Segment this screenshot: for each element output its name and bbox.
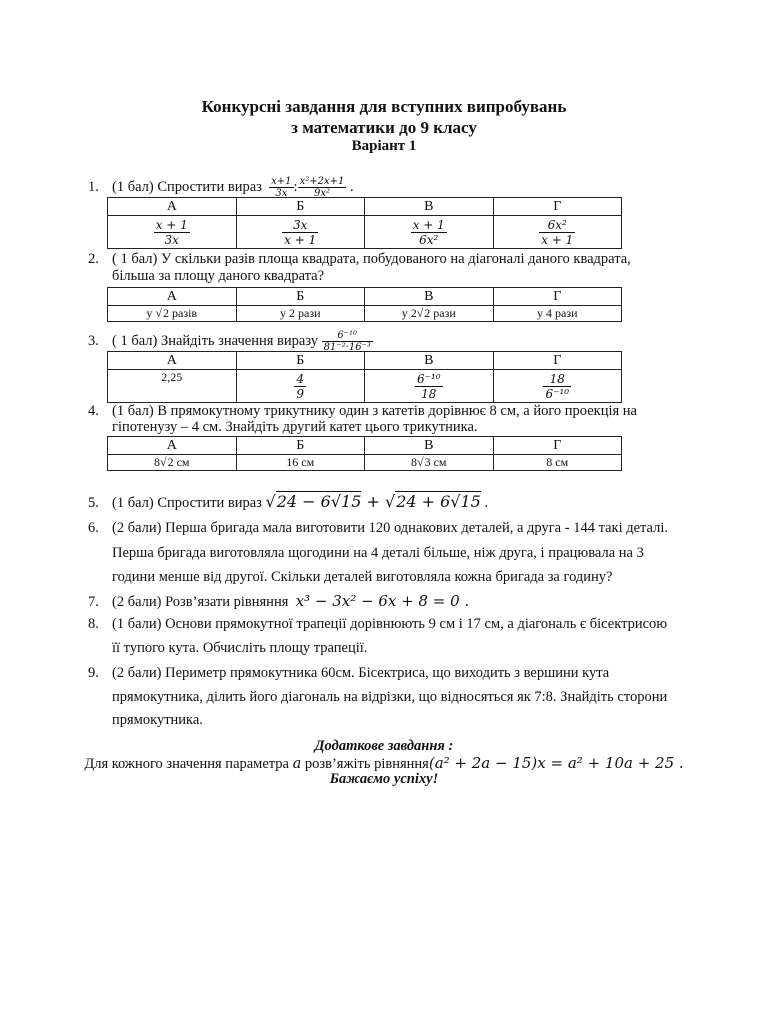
option-header-b: Б: [236, 437, 365, 455]
question-text: (2 бали) Перша бригада мала виготовити 120 однакових деталей, а друга - 144 такі деталі.: [112, 520, 668, 536]
option-c: $\frac{\text{6⁻¹⁰}}{18}$: [365, 370, 494, 403]
option-header-b: Б: [236, 352, 365, 370]
additional-task-text: Для кожного значення параметра a розв’яжіть рівняння(a² + 2a − 15)x = a² + 10a + 25 .: [84, 754, 684, 772]
option-header-d: Г: [493, 352, 622, 370]
question-number: 4.: [88, 403, 99, 419]
question-text-continued: гіпотенузу – 4 см. Знайдіть другий катет цього трикутника.: [112, 419, 478, 435]
option-a: у √2 разів: [108, 306, 237, 322]
question-1: 1. (1 бал) Спростити вираз $\frac{x+1}{3x}$ : $\frac{\text{x²+2x+1}}{\text{9x²}}$ .: [88, 176, 354, 199]
question-text-continued: прямокутника, ділить його діагональ на відрізки, що відносяться як 7:8. Знайдіть сторони: [112, 689, 668, 705]
question-text-continued: більша за площу даного квадрата?: [112, 268, 325, 284]
question-text: (1 бал) Спростити вираз: [112, 495, 262, 511]
question-text-continued: її тупого кута. Обчисліть площу трапеції.: [112, 640, 368, 656]
answer-table-2: [107, 287, 622, 322]
option-header-d: Г: [493, 437, 622, 455]
option-a: $\frac{x + 1}{3x}$: [108, 216, 237, 249]
question-text-continued: години менше від другої. Скільки деталей виготовляла кожна бригада за годину?: [112, 569, 613, 585]
answer-table-3: [107, 351, 622, 403]
option-d: $\frac{18}{\text{6⁻¹⁰}}$: [493, 370, 622, 403]
option-header-b: Б: [236, 198, 365, 216]
closing-wish: Бажаємо успіху!: [329, 771, 439, 787]
question-number: 3.: [88, 332, 99, 349]
option-header-c: В: [365, 198, 494, 216]
question-text: ( 1 бал) У скільки разів площа квадрата, побудованого на діагоналі даного квадрата,: [112, 251, 631, 267]
option-a: 8√2 см: [108, 455, 237, 471]
question-number: 7.: [88, 594, 99, 610]
fraction: $\frac{\text{x²+2x+1}}{\text{9x²}}$: [299, 176, 345, 199]
option-header-c: В: [365, 437, 494, 455]
answer-table-1: [107, 197, 622, 249]
equation: (a² + 2a − 15)x = a² + 10a + 25 .: [428, 754, 684, 772]
option-a: 2,25: [108, 370, 237, 403]
question-number: 8.: [88, 616, 99, 632]
question-text: (1 бали) Основи прямокутної трапеції дорівнюють 9 см і 17 см, а діагональ є бісектрисою: [112, 616, 668, 632]
option-header-a: А: [108, 352, 237, 370]
option-header-d: Г: [493, 198, 622, 216]
option-b: $\frac{3x}{x + 1}$: [236, 216, 365, 249]
question-text: (1 бал) Спростити вираз: [112, 178, 262, 195]
radical-1: 24 − 6√15: [276, 492, 362, 511]
question-4: [88, 403, 637, 420]
option-d: $\frac{\text{6x²}}{x + 1}$: [493, 216, 622, 249]
question-number: 5.: [88, 495, 99, 511]
option-header-a: А: [108, 198, 237, 216]
option-header-d: Г: [493, 288, 622, 306]
question-number: 9.: [88, 665, 99, 681]
question-text: (1 бал) В прямокутному трикутнику один з катетів дорівнює 8 см, а його проекція на: [112, 403, 637, 419]
option-b: у 2 рази: [236, 306, 365, 322]
additional-task-title: Додаткове завдання :: [314, 738, 454, 754]
question-text: ( 1 бал) Знайдіть значення виразу: [112, 332, 319, 349]
option-header-c: В: [365, 352, 494, 370]
option-c: у 2√2 рази: [365, 306, 494, 322]
option-header-c: В: [365, 288, 494, 306]
equation: x³ − 3x² − 6x + 8 = 0 .: [295, 592, 470, 610]
question-number: 2.: [88, 251, 99, 267]
answer-table-4: [107, 436, 622, 471]
option-b: $\frac{4}{9}$: [236, 370, 365, 403]
question-5: 5. (1 бал) Спростити вираз √24 − 6√15 + √24 + 6√15 .: [88, 492, 489, 511]
option-d: 8 см: [493, 455, 622, 471]
question-text-continued: прямокутника.: [112, 712, 203, 728]
option-c: $\frac{x + 1}{\text{6x²}}$: [365, 216, 494, 249]
question-number: 6.: [88, 520, 99, 536]
option-b: 16 см: [236, 455, 365, 471]
question-number: 1.: [88, 178, 99, 195]
page-title: Конкурсні завдання для вступних випробувань: [201, 97, 567, 116]
option-header-a: А: [108, 437, 237, 455]
option-c: 8√3 см: [365, 455, 494, 471]
fraction: $\frac{\text{6⁻¹⁰}}{\text{81⁻²·16⁻³}}$: [323, 330, 371, 353]
option-header-b: Б: [236, 288, 365, 306]
fraction: $\frac{x+1}{3x}$: [271, 176, 292, 199]
radical-2: 24 + 6√15: [396, 492, 481, 511]
question-9: [88, 665, 609, 682]
question-8: [88, 616, 667, 633]
variant-label: Варіант 1: [351, 138, 417, 154]
option-d: у 4 рази: [493, 306, 622, 322]
question-text: (2 бали) Периметр прямокутника 60см. Бісектриса, що виходить з вершини кута: [112, 665, 610, 681]
question-2: [88, 251, 631, 268]
question-3: [88, 330, 373, 353]
page-subtitle: з математики до 9 класу: [291, 118, 477, 137]
question-text: (2 бали) Розв’язати рівняння: [112, 594, 289, 610]
option-header-a: А: [108, 288, 237, 306]
question-7: [88, 592, 469, 611]
question-6: [88, 520, 668, 537]
question-text-continued: Перша бригада виготовляла щогодини на 4 деталі більше, ніж друга, і працювала на 3: [112, 545, 644, 561]
